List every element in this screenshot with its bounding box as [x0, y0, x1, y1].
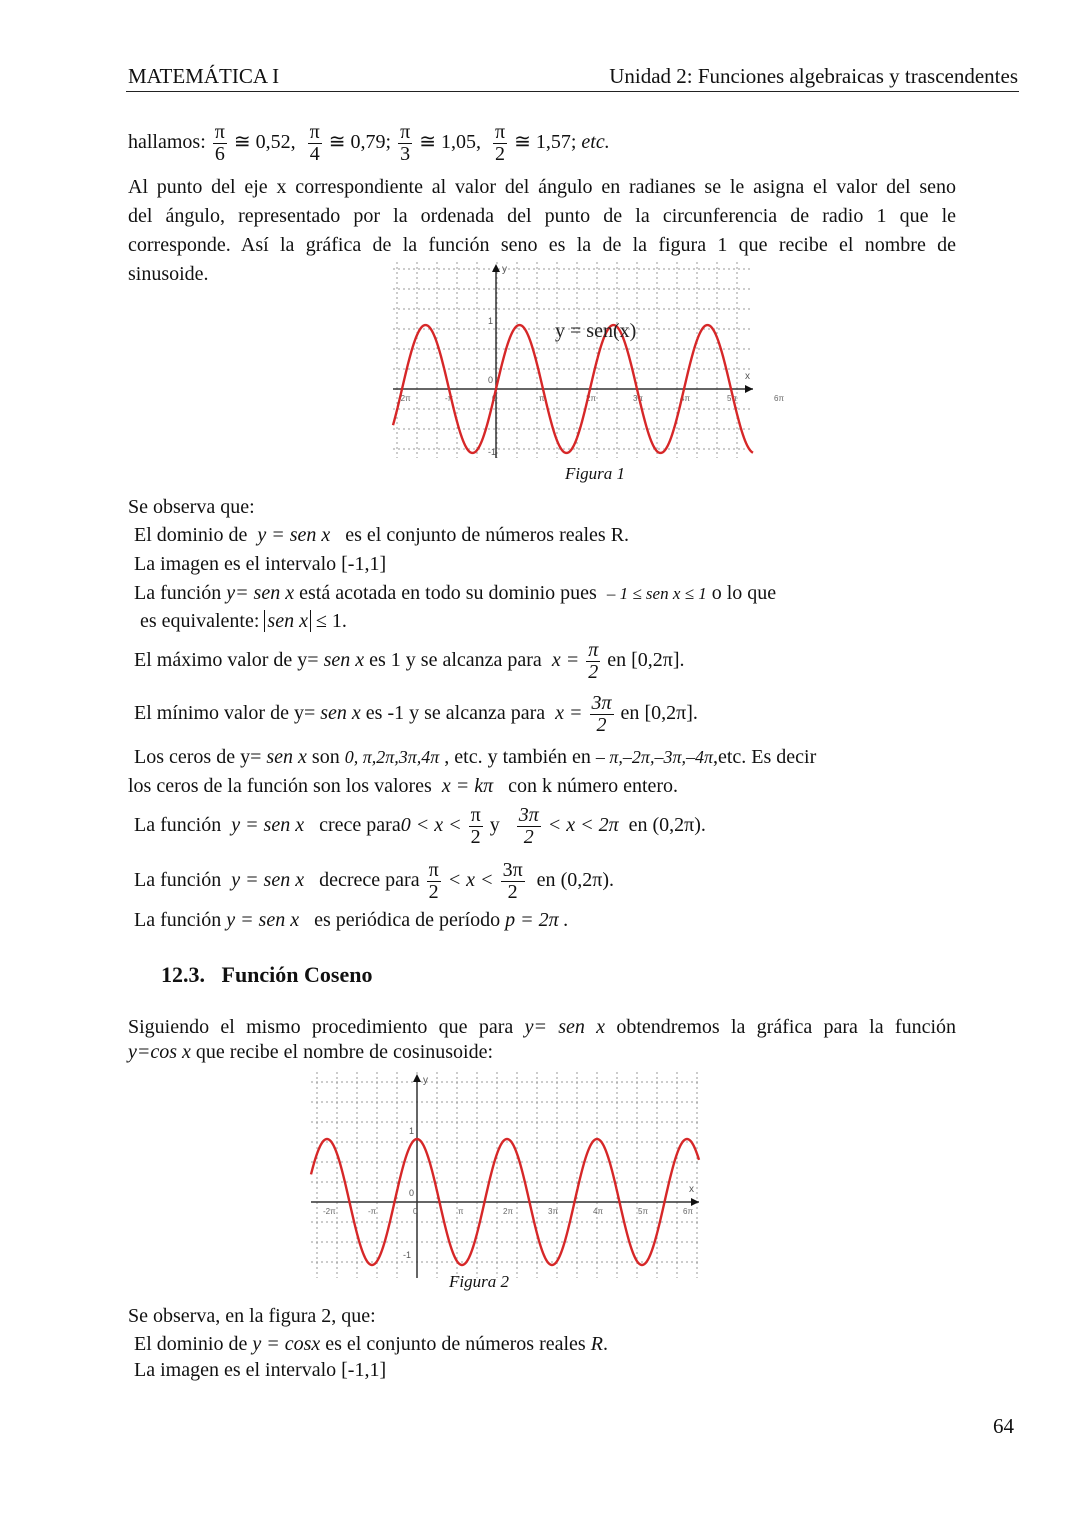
text: con k número entero.: [508, 775, 679, 797]
cos-domain-line: [134, 1330, 608, 1359]
ytick-1: 1: [409, 1126, 415, 1136]
y-axis-arrow: [413, 1074, 421, 1082]
text: La función: [134, 582, 222, 604]
text: El dominio de: [134, 1333, 248, 1355]
text: en: [628, 814, 648, 837]
text: ,etc. Es decir: [712, 746, 817, 768]
x-tick-label: 0: [492, 394, 497, 403]
approx-value: ≅ 0,79;: [328, 131, 392, 154]
formula: < x < 2π: [547, 814, 619, 837]
zeros-line-2: [128, 772, 678, 801]
interval: [0,2π].: [631, 649, 685, 672]
text: los ceros de la función son los valores: [128, 775, 432, 797]
cos-observation-intro: Se observa, en la figura 2, que:: [128, 1305, 376, 1327]
etc-text: etc.: [581, 131, 610, 154]
x-tick-label: 4π: [593, 1207, 603, 1216]
x-tick-label: 3π: [633, 394, 643, 403]
y-axis-label: y: [423, 1075, 428, 1086]
interval: (0,2π).: [560, 869, 614, 892]
text: y: [489, 814, 500, 837]
interval: (0,2π).: [652, 814, 706, 837]
x-tick-label: π: [539, 394, 545, 403]
text: en: [536, 869, 556, 892]
x-tick-label: -2π: [398, 394, 411, 403]
ytick-0: 0: [409, 1188, 415, 1198]
decrease-line: [134, 860, 614, 903]
fraction: $\frac{\pi}{4}$: [309, 121, 320, 165]
x-tick-labels: [398, 394, 784, 403]
bounded-line-2: [140, 607, 347, 636]
figure2-caption: Figura 2: [449, 1272, 509, 1291]
section-heading: [161, 962, 372, 988]
fraction: $\frac{\pi}{2}$: [470, 804, 481, 848]
text: obtendremos la gráfica para la función: [616, 1016, 957, 1038]
formula: sen x: [320, 702, 361, 725]
text: es -1 y se alcanza para: [365, 702, 546, 725]
text: es 1 y se alcanza para: [369, 649, 542, 672]
formula: y = sen x: [231, 814, 305, 837]
x-tick-label: -π: [368, 1207, 377, 1216]
x-tick-label: -π: [445, 394, 454, 403]
approx-value: ≅ 1,57;: [514, 131, 577, 154]
interval: [0,2π].: [644, 702, 698, 725]
text: Los ceros de y=: [134, 746, 262, 768]
text: , etc. y también en: [444, 746, 591, 768]
text: El máximo valor de y=: [134, 649, 319, 672]
increase-line: [134, 805, 706, 848]
fraction: $\frac{3\pi}{2}$: [591, 692, 612, 736]
text: es equivalente:: [140, 610, 260, 632]
text: .: [602, 1333, 608, 1355]
periodic-line: [134, 906, 569, 935]
image-line: La imagen es el intervalo [-1,1]: [134, 553, 387, 575]
header-title: MATEMÁTICA I: [128, 64, 280, 88]
observation-intro: Se observa que:: [128, 496, 255, 518]
x-tick-label: -2π: [323, 1207, 336, 1216]
approx-value: ≅ 1,05,: [419, 131, 481, 154]
formula: R: [590, 1333, 603, 1355]
paragraph-line: corresponde. Así la gráfica de la función seno es la de la figura 1 que recibe el nombre de: [128, 234, 956, 256]
x-tick-label: 5π: [727, 394, 737, 403]
formula: sen x: [323, 649, 365, 672]
paragraph-line: del ángulo, representado por la ordenada del punto de la circunferencia de radio 1 que le: [128, 205, 956, 227]
ytick-neg1: -1: [403, 1250, 412, 1260]
section-number: 12.3.: [161, 962, 205, 987]
y-axis-arrow: [492, 264, 500, 272]
formula: < x <: [447, 869, 494, 892]
x-tick-label: 2π: [503, 1207, 513, 1216]
x-axis-arrow: [691, 1198, 699, 1206]
cos-intro-line-2: [128, 1038, 493, 1067]
hallamos-lead: hallamos:: [128, 131, 206, 154]
text: Siguiendo el mismo procedimiento que para: [128, 1016, 514, 1038]
text: o lo que: [711, 582, 777, 604]
fraction: $\frac{\pi}{6}$: [214, 121, 225, 165]
text: es el conjunto de números reales: [325, 1333, 586, 1355]
formula: x =: [555, 702, 583, 725]
x-tick-label: 3π: [548, 1207, 558, 1216]
x-tick-label: 5π: [638, 1207, 648, 1216]
text: está acotada en todo su dominio pues: [299, 582, 597, 604]
text: La función: [134, 814, 222, 837]
ytick-1: 1: [488, 316, 494, 326]
formula: 0, π,2π,3π,4π: [344, 747, 440, 767]
text: crece para: [319, 814, 401, 837]
paragraph-line: Al punto del eje x correspondiente al valor del ángulo en radianes se le asigna el valor del seno: [128, 176, 956, 198]
ytick-neg1: -1: [488, 447, 497, 457]
cos-image-line: La imagen es el intervalo [-1,1]: [134, 1359, 387, 1381]
domain-line: [134, 521, 629, 550]
zeros-line: [134, 743, 816, 772]
graph-label: y = sen(x): [555, 320, 637, 342]
grid: [311, 1072, 699, 1278]
text: que recibe el nombre de cosinusoide:: [195, 1041, 494, 1063]
text: La función: [134, 909, 222, 931]
x-tick-label: 4π: [680, 394, 690, 403]
x-tick-label: π: [458, 1207, 464, 1216]
paragraph-line: sinusoide.: [128, 263, 209, 285]
text: es periódica de período: [314, 909, 501, 931]
text: decrece para: [319, 869, 420, 892]
formula: sen x: [266, 746, 307, 768]
fraction: $\frac{\pi}{2}$: [588, 639, 599, 683]
x-axis-label: x: [745, 371, 750, 382]
min-line: [134, 693, 698, 736]
section-title: Función Coseno: [221, 962, 373, 987]
text: ≤ 1.: [315, 610, 347, 632]
fraction: $\frac{3\pi}{2}$: [502, 859, 523, 903]
text: El dominio de: [134, 524, 248, 546]
page-number: 64: [993, 1414, 1014, 1438]
ytick-0: 0: [488, 375, 494, 385]
text: en: [607, 649, 627, 672]
formula: y= sen x: [524, 1016, 606, 1038]
fraction: $\frac{\pi}{3}$: [400, 121, 411, 165]
text: El mínimo valor de y=: [134, 702, 316, 725]
formula: y = sen x: [257, 524, 331, 546]
approx-value: ≅ 0,52,: [233, 131, 296, 154]
x-axis-label: x: [689, 1184, 694, 1195]
x-tick-label: 6π: [774, 394, 784, 403]
formula: y = sen x: [226, 909, 300, 931]
x-tick-label: 0: [413, 1207, 418, 1216]
formula: y=cos x: [128, 1041, 191, 1063]
hallamos-line: [128, 122, 610, 165]
abs-value: sen x: [264, 610, 311, 632]
formula: y = cosx: [252, 1333, 321, 1355]
fraction: $\frac{\pi}{2}$: [428, 859, 439, 903]
y-axis-label: y: [502, 264, 507, 275]
figure1-sine-graph: [393, 262, 784, 458]
formula: y= sen x: [226, 582, 295, 604]
text: son: [311, 746, 340, 768]
formula: p = 2π .: [505, 909, 569, 931]
fraction: $\frac{\pi}{2}$: [494, 121, 506, 165]
text: en: [620, 702, 640, 725]
formula: y = sen x: [231, 869, 305, 892]
x-tick-labels: [323, 1207, 693, 1216]
formula: 0 < x <: [400, 814, 462, 837]
header-rule: [126, 91, 1019, 92]
header-unit: Unidad 2: Funciones algebraicas y trascendentes: [609, 64, 1018, 88]
fraction: $\frac{3\pi}{2}$: [518, 804, 539, 848]
grid: [393, 262, 753, 458]
figure1-caption: Figura 1: [565, 464, 625, 483]
x-tick-label: 2π: [586, 394, 596, 403]
formula: x = kπ: [441, 775, 494, 797]
text: La función: [134, 869, 222, 892]
formula: – 1 ≤ sen x ≤ 1: [606, 584, 707, 603]
x-tick-label: 6π: [683, 1207, 693, 1216]
max-line: [134, 640, 685, 683]
x-axis-arrow: [745, 385, 753, 393]
bounded-line: [134, 579, 776, 608]
formula: x =: [551, 649, 580, 672]
text: es el conjunto de números reales R.: [345, 524, 630, 546]
figure2-cosine-graph: [311, 1072, 701, 1280]
formula: – π,–2π,–3π,–4π: [595, 747, 713, 767]
